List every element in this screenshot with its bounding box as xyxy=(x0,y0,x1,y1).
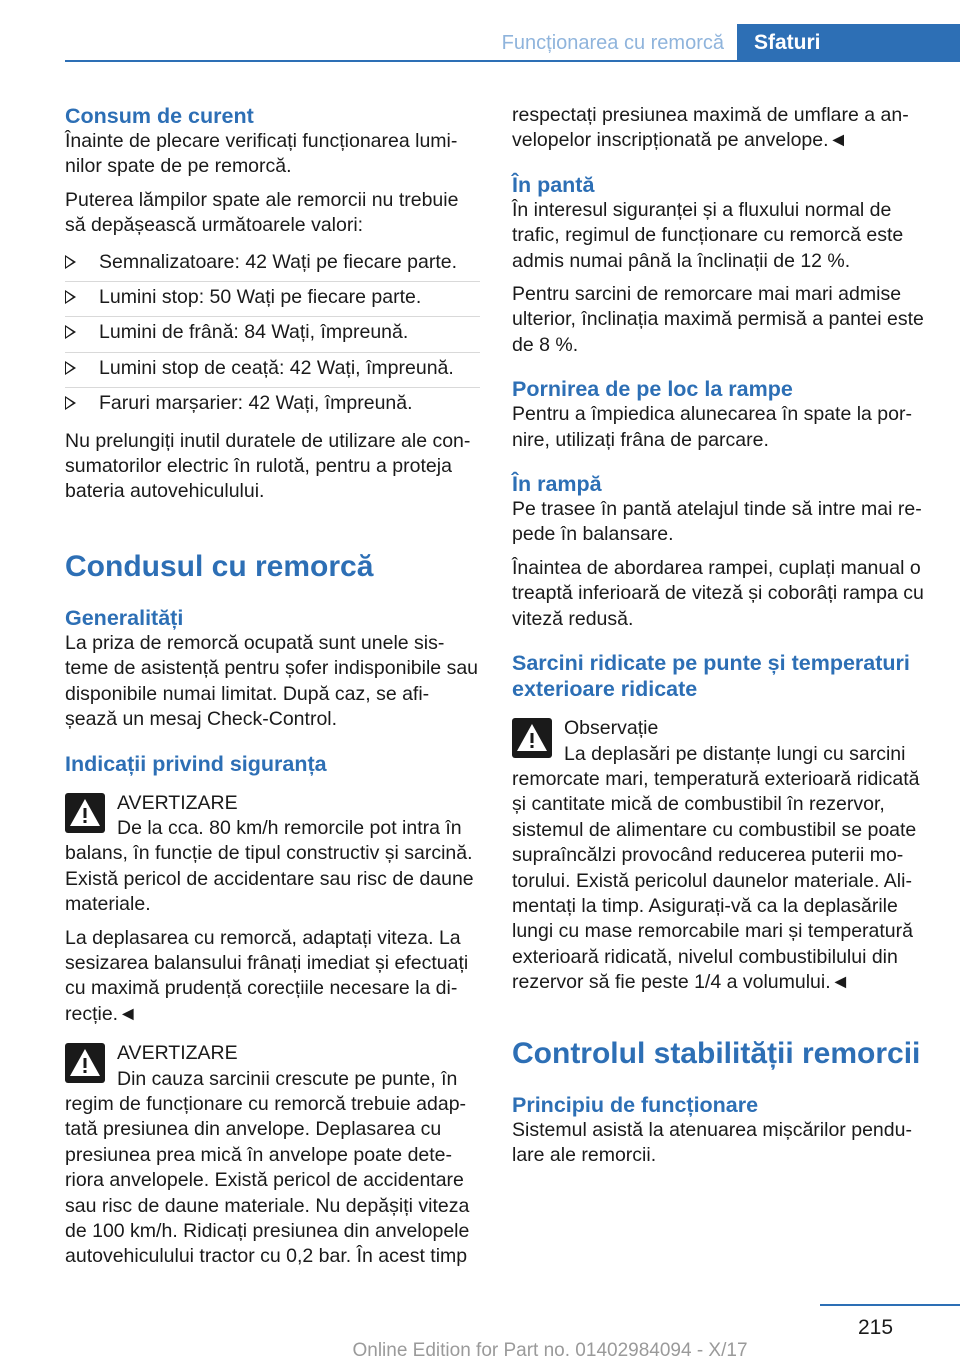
heading-in-rampa: În rampă xyxy=(512,472,602,497)
header-tab-sfaturi: Sfaturi xyxy=(737,24,960,62)
bullet-list xyxy=(65,247,480,423)
footer-edition: Online Edition for Part no. 01402984094 - X/17 xyxy=(352,1340,748,1361)
note-text: La deplasări pe distanțe lungi cu sarcini remorcate mari, temperatură exterioară ridicată și cantitate mică de combustibil în rezervor, sistemul de alimentare cu combustibil se poate supraîncălzi provocând reducerea puterii mo-torului. Există pericolul daunelor materiale. Ali-mentați la timp. Asigurați-vă ca la deplasările lungi cu mase remorcabile mari și temperatură exterioară ridicată, nivelul combustibilului din rezervor să fie peste 1/4 a volumului.◄ xyxy=(512,742,920,994)
page-number-rule xyxy=(820,1304,960,1306)
note-title: Observație xyxy=(564,717,659,740)
right-column xyxy=(512,103,927,1176)
warning-block xyxy=(65,1041,480,1270)
triangle-bullet-icon xyxy=(65,361,76,375)
note-block xyxy=(512,716,927,995)
paragraph: La priza de remorcă ocupată sunt unele sis-teme de asistență pentru șofer indisponibile sau disponibile numai limitat. După caz, se afi-șează un mesaj Check-Control. xyxy=(65,631,479,731)
list-item-text: Lumini de frână: 84 Wați, împreună. xyxy=(99,321,409,344)
list-item xyxy=(65,317,480,352)
paragraph: Înaintea de abordarea rampei, cuplați manual o treaptă inferioară de viteză și coborâți rampa cu viteză redusă. xyxy=(512,556,924,630)
left-column xyxy=(65,103,480,1278)
header-section-title: Funcționarea cu remorcă xyxy=(501,32,724,54)
paragraph: În interesul siguranței și a fluxului normal de trafic, regimul de funcționare cu remorcă este admis numai până la înclinații de 12 %. xyxy=(512,198,904,272)
page-number: 215 xyxy=(858,1316,894,1339)
list-item-text: Faruri marșarier: 42 Wați, împreună. xyxy=(99,392,413,415)
paragraph: Înainte de plecare verificați funcționarea lumi-nilor spate de pe remorcă. xyxy=(65,130,458,178)
paragraph: La deplasarea cu remorcă, adaptați viteza. La sesizarea balansului frânați imediat și efectuați cu maximă prudență corecțiile necesare la di-recție.◄ xyxy=(65,926,469,1025)
triangle-bullet-icon xyxy=(65,290,76,304)
heading-condusul-cu-remorca: Condusul cu remorcă xyxy=(65,549,374,583)
paragraph: Sistemul asistă la atenuarea mișcărilor pendu-lare ale remorcii. xyxy=(512,1118,912,1166)
warning-title: AVERTIZARE xyxy=(117,791,238,814)
heading-sarcini-ridicate: Sarcini ridicate pe punte și temperaturi exterioare ridicate xyxy=(512,651,910,702)
warning-text: Din cauza sarcinii crescute pe punte, în regim de funcționare cu remorcă trebuie adap-tată presiunea din anvelope. Deplasarea cu presiunea prea mică în anvelope poate dete-riora anvelopele. Există pericol de accidentare sau risc de daune materiale. Nu depășiți viteza de 100 km/h. Ridicați presiunea din anvelopele autovehiculului tractor cu 0,2 bar. În acest timp xyxy=(65,1067,470,1268)
list-item xyxy=(65,247,480,282)
list-item-text: Lumini stop: 50 Wați pe fiecare parte. xyxy=(99,286,422,309)
paragraph: Nu prelungiți inutil duratele de utilizare ale con-sumatorilor electric în rulotă, pentru a proteja bateria autovehiculului. xyxy=(65,429,471,503)
warning-icon xyxy=(65,1043,105,1083)
paragraph: Pentru a împiedica alunecarea în spate la por-nire, utilizați frâna de parcare. xyxy=(512,403,912,451)
heading-generalitati: Generalități xyxy=(65,605,184,630)
heading-consum-de-curent: Consum de curent xyxy=(65,104,254,128)
list-item-text: Lumini stop de ceață: 42 Wați, împreună. xyxy=(99,356,454,379)
heading-in-panta: În pantă xyxy=(512,172,595,197)
warning-title: AVERTIZARE xyxy=(117,1042,238,1065)
warning-icon xyxy=(65,793,105,833)
paragraph: respectați presiunea maximă de umflare a an-velopelor inscripționată pe anvelope.◄ xyxy=(512,104,909,152)
paragraph: Pe trasee în pantă atelajul tinde să intre mai re-pede în balansare. xyxy=(512,498,922,546)
paragraph: Pentru sarcini de remorcare mai mari admise ulterior, înclinația maximă permisă a pantei este de 8 %. xyxy=(512,283,924,356)
list-item-text: Semnalizatoare: 42 Wați pe fiecare parte. xyxy=(99,250,458,273)
triangle-bullet-icon xyxy=(65,396,76,410)
paragraph: Puterea lămpilor spate ale remorcii nu trebuie să depășească următoarele valori: xyxy=(65,188,459,237)
list-item xyxy=(65,353,480,388)
triangle-bullet-icon xyxy=(65,255,76,269)
list-item xyxy=(65,282,480,317)
heading-pornirea-la-rampe: Pornirea de pe loc la rampe xyxy=(512,377,793,402)
warning-text: De la cca. 80 km/h remorcile pot intra în balans, în funcție de tipul constructiv și sarcină. Există pericol de accidentare sau risc de daune materiale. xyxy=(65,816,474,916)
warning-icon xyxy=(512,718,552,758)
heading-indicatii-siguranta: Indicații privind siguranța xyxy=(65,751,327,776)
heading-controlul-stabilitatii: Controlul stabilității remorcii xyxy=(512,1036,921,1070)
triangle-bullet-icon xyxy=(65,325,76,339)
heading-principiu: Principiu de funcționare xyxy=(512,1092,759,1117)
list-item xyxy=(65,388,480,422)
warning-block xyxy=(65,791,480,918)
